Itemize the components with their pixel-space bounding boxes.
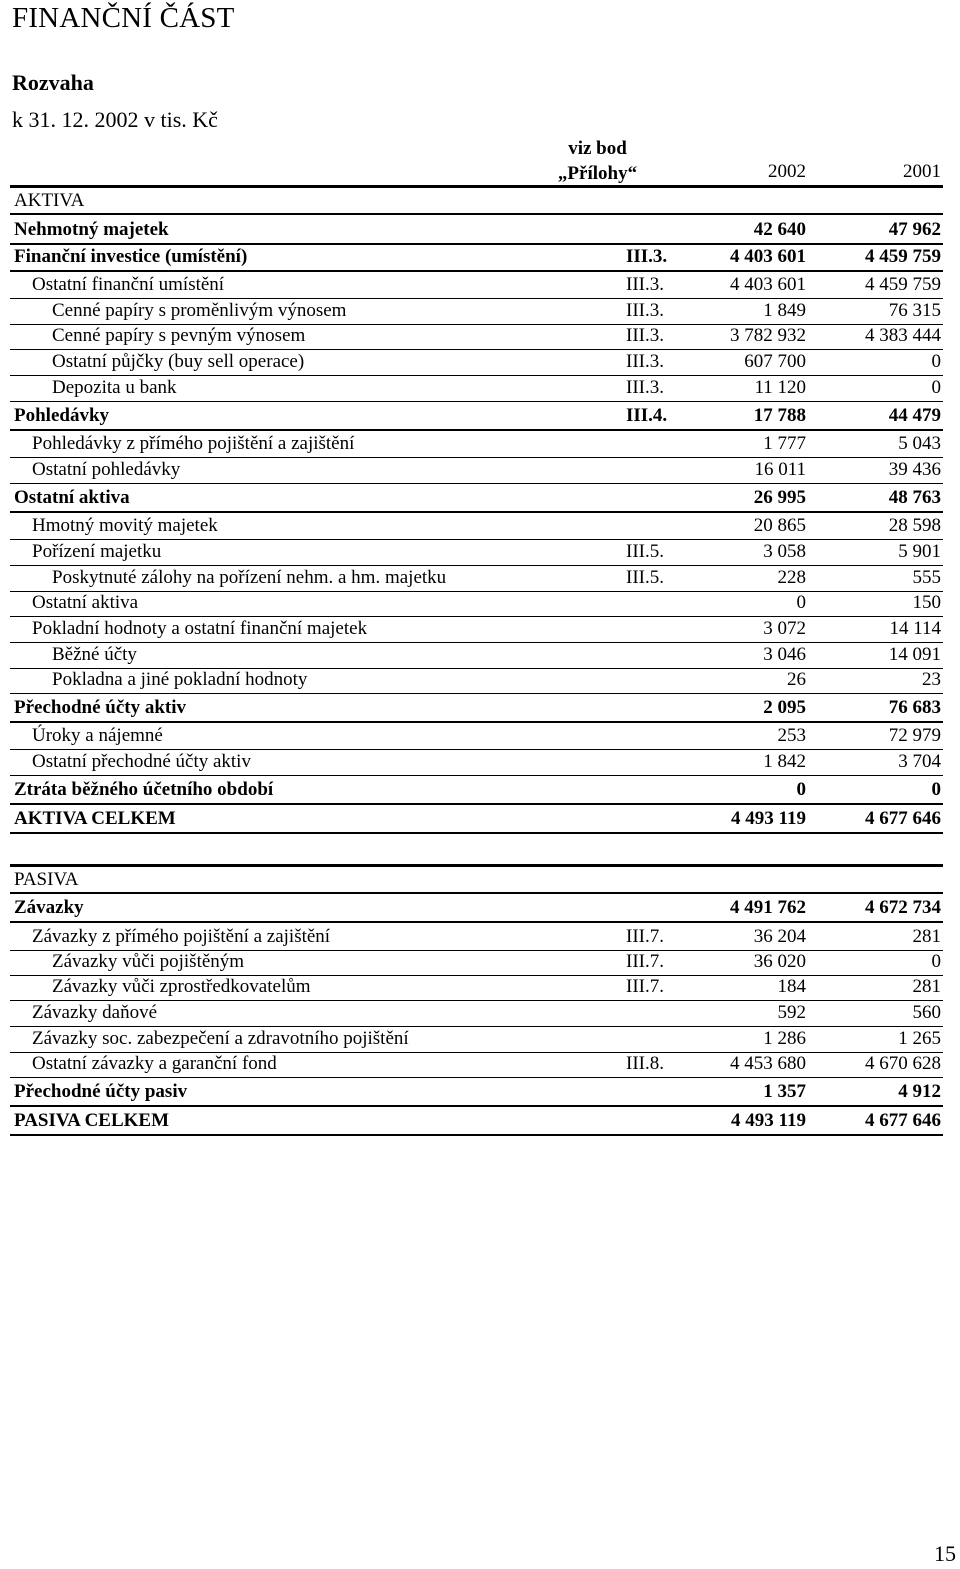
page-title: FINANČNÍ ČÁST bbox=[12, 2, 235, 34]
row-value-2002: 4 453 680 bbox=[730, 1053, 806, 1074]
row-divider bbox=[10, 832, 943, 834]
row-label: Úroky a nájemné bbox=[32, 725, 163, 746]
table-row bbox=[10, 895, 943, 920]
table-row bbox=[10, 924, 943, 949]
row-value-2001: 0 bbox=[931, 779, 941, 800]
row-reference: III.7. bbox=[626, 951, 664, 972]
row-value-2001: 281 bbox=[912, 926, 941, 947]
row-value-2001: 5 043 bbox=[898, 433, 941, 454]
table-row bbox=[10, 1051, 943, 1076]
row-label: Závazky bbox=[14, 897, 84, 918]
row-label: Ostatní aktiva bbox=[32, 592, 139, 613]
row-label: Přechodné účty aktiv bbox=[14, 697, 187, 718]
row-divider bbox=[10, 775, 943, 776]
row-value-2002: 0 bbox=[796, 779, 806, 800]
row-divider bbox=[10, 921, 943, 923]
row-value-2002: 1 357 bbox=[763, 1081, 806, 1102]
table-row bbox=[10, 539, 943, 564]
row-label: Ostatní finanční umístění bbox=[32, 274, 225, 295]
table-row bbox=[10, 272, 943, 297]
row-reference: III.3. bbox=[626, 246, 668, 267]
row-value-2002: 3 782 932 bbox=[730, 325, 806, 346]
table-row bbox=[10, 806, 943, 831]
row-reference: III.3. bbox=[626, 300, 664, 321]
row-label: PASIVA CELKEM bbox=[14, 1110, 170, 1131]
row-label: Hmotný movitý majetek bbox=[32, 515, 218, 536]
row-value-2001: 3 704 bbox=[898, 751, 941, 772]
row-value-2001: 47 962 bbox=[888, 219, 941, 240]
row-label: Nehmotný majetek bbox=[14, 219, 169, 240]
row-label: Závazky vůči zprostředkovatelům bbox=[52, 976, 311, 997]
column-header-reference bbox=[550, 136, 645, 186]
row-label: Ostatní závazky a garanční fond bbox=[32, 1053, 277, 1074]
table-row bbox=[10, 777, 943, 802]
row-value-2001: 1 265 bbox=[898, 1028, 941, 1049]
column-header-reference-line2: „Přílohy“ bbox=[557, 163, 638, 184]
aktiva-heading-label: AKTIVA bbox=[14, 190, 85, 211]
table-row bbox=[10, 667, 943, 692]
row-value-2001: 14 091 bbox=[888, 644, 941, 665]
row-reference: III.3. bbox=[626, 351, 664, 372]
row-value-2001: 4 912 bbox=[898, 1081, 941, 1102]
row-value-2001: 76 683 bbox=[888, 697, 941, 718]
table-row bbox=[10, 431, 943, 456]
row-value-2002: 20 865 bbox=[753, 515, 806, 536]
row-label: Finanční investice (umístění) bbox=[14, 246, 248, 267]
row-label: AKTIVA CELKEM bbox=[14, 808, 176, 829]
row-label: Pohledávky bbox=[14, 405, 110, 426]
row-label: Běžné účty bbox=[52, 644, 137, 665]
row-value-2001: 4 677 646 bbox=[865, 1110, 941, 1131]
row-value-2001: 4 459 759 bbox=[865, 274, 941, 295]
row-value-2002: 3 072 bbox=[763, 618, 806, 639]
row-value-2002: 592 bbox=[777, 1002, 806, 1023]
row-value-2001: 281 bbox=[912, 976, 941, 997]
row-value-2001: 555 bbox=[912, 567, 941, 588]
table-row bbox=[10, 375, 943, 400]
row-value-2001: 23 bbox=[922, 669, 941, 690]
page-number: 15 bbox=[934, 1541, 956, 1566]
column-header-reference-line1: viz bod bbox=[568, 138, 627, 159]
row-label: Závazky z přímého pojištění a zajištění bbox=[32, 926, 331, 947]
row-value-2001: 0 bbox=[931, 951, 941, 972]
row-value-2001: 4 670 628 bbox=[865, 1053, 941, 1074]
row-divider bbox=[10, 1105, 943, 1107]
row-label: Závazky vůči pojištěným bbox=[52, 951, 245, 972]
row-value-2002: 4 493 119 bbox=[731, 1110, 806, 1131]
row-value-2002: 1 849 bbox=[763, 300, 806, 321]
row-divider bbox=[10, 1077, 943, 1078]
row-label: Depozita u bank bbox=[52, 377, 177, 398]
row-reference: III.3. bbox=[626, 377, 664, 398]
row-value-2002: 16 011 bbox=[754, 459, 806, 480]
row-value-2002: 4 403 601 bbox=[730, 274, 806, 295]
row-value-2001: 4 383 444 bbox=[865, 325, 941, 346]
table-row bbox=[10, 1000, 943, 1025]
row-reference: III.5. bbox=[626, 567, 664, 588]
row-reference: III.3. bbox=[626, 325, 664, 346]
row-value-2002: 2 095 bbox=[763, 697, 806, 718]
row-value-2002: 0 bbox=[796, 592, 806, 613]
row-value-2002: 26 995 bbox=[753, 487, 806, 508]
row-divider bbox=[10, 693, 943, 694]
table-row bbox=[10, 513, 943, 538]
row-reference: III.5. bbox=[626, 541, 664, 562]
table-row bbox=[10, 1079, 943, 1104]
table-row bbox=[10, 1108, 943, 1133]
row-value-2001: 14 114 bbox=[889, 618, 941, 639]
row-value-2001: 0 bbox=[931, 377, 941, 398]
row-value-2001: 0 bbox=[931, 351, 941, 372]
row-value-2002: 36 020 bbox=[753, 951, 806, 972]
row-value-2001: 76 315 bbox=[888, 300, 941, 321]
row-value-2002: 17 788 bbox=[753, 405, 806, 426]
row-label: Cenné papíry s pevným výnosem bbox=[52, 325, 306, 346]
row-label: Ztráta běžného účetního období bbox=[14, 779, 274, 800]
table-row bbox=[10, 949, 943, 974]
row-divider bbox=[10, 803, 943, 805]
table-row bbox=[10, 974, 943, 999]
row-value-2002: 1 777 bbox=[763, 433, 806, 454]
table-row bbox=[10, 642, 943, 667]
table-row bbox=[10, 457, 943, 482]
row-value-2001: 44 479 bbox=[888, 405, 941, 426]
row-reference: III.3. bbox=[626, 274, 664, 295]
row-value-2001: 48 763 bbox=[888, 487, 941, 508]
pasiva-heading-rule bbox=[10, 892, 943, 894]
row-label: Pokladna a jiné pokladní hodnoty bbox=[52, 669, 308, 690]
row-value-2002: 36 204 bbox=[753, 926, 806, 947]
row-value-2002: 42 640 bbox=[753, 219, 806, 240]
table-row bbox=[10, 403, 943, 428]
table-row bbox=[10, 749, 943, 774]
row-label: Ostatní aktiva bbox=[14, 487, 130, 508]
row-reference: III.4. bbox=[626, 405, 668, 426]
row-value-2001: 4 672 734 bbox=[865, 897, 941, 918]
row-label: Poskytnuté zálohy na pořízení nehm. a hm. majetku bbox=[52, 567, 447, 588]
row-label: Ostatní půjčky (buy sell operace) bbox=[52, 351, 305, 372]
row-value-2002: 4 403 601 bbox=[730, 246, 806, 267]
table-row bbox=[10, 565, 943, 590]
row-value-2002: 184 bbox=[777, 976, 806, 997]
row-value-2002: 4 491 762 bbox=[730, 897, 806, 918]
table-row bbox=[10, 485, 943, 510]
table-row bbox=[10, 590, 943, 615]
row-value-2002: 607 700 bbox=[744, 351, 806, 372]
row-label: Cenné papíry s proměnlivým výnosem bbox=[52, 300, 347, 321]
row-value-2001: 39 436 bbox=[888, 459, 941, 480]
table-row bbox=[10, 217, 943, 242]
table-row bbox=[10, 244, 943, 269]
row-label: Pohledávky z přímého pojištění a zajištění bbox=[32, 433, 355, 454]
row-reference: III.8. bbox=[626, 1053, 664, 1074]
table-row bbox=[10, 298, 943, 323]
row-label: Pořízení majetku bbox=[32, 541, 162, 562]
row-reference: III.7. bbox=[626, 926, 664, 947]
column-header-2002: 2002 bbox=[768, 161, 806, 182]
row-label: Ostatní pohledávky bbox=[32, 459, 181, 480]
row-value-2002: 1 842 bbox=[763, 751, 806, 772]
row-label: Ostatní přechodné účty aktiv bbox=[32, 751, 251, 772]
row-value-2002: 253 bbox=[777, 725, 806, 746]
row-value-2001: 4 677 646 bbox=[865, 808, 941, 829]
column-header-2001: 2001 bbox=[903, 161, 941, 182]
row-value-2002: 1 286 bbox=[763, 1028, 806, 1049]
aktiva-heading bbox=[10, 188, 943, 213]
row-value-2002: 3 046 bbox=[763, 644, 806, 665]
section-title: Rozvaha bbox=[12, 70, 94, 95]
row-reference: III.7. bbox=[626, 976, 664, 997]
row-value-2001: 560 bbox=[912, 1002, 941, 1023]
row-divider bbox=[10, 401, 943, 402]
table-row bbox=[10, 723, 943, 748]
row-label: Závazky daňové bbox=[32, 1002, 158, 1023]
row-divider bbox=[10, 1134, 943, 1136]
row-value-2002: 26 bbox=[787, 669, 806, 690]
table-row bbox=[10, 1026, 943, 1051]
row-value-2001: 72 979 bbox=[888, 725, 941, 746]
row-value-2001: 4 459 759 bbox=[865, 246, 941, 267]
row-value-2002: 3 058 bbox=[763, 541, 806, 562]
table-row bbox=[10, 695, 943, 720]
table-row bbox=[10, 616, 943, 641]
row-label: Přechodné účty pasiv bbox=[14, 1081, 188, 1102]
row-value-2002: 4 493 119 bbox=[731, 808, 806, 829]
row-divider bbox=[10, 483, 943, 484]
row-value-2002: 228 bbox=[777, 567, 806, 588]
row-value-2002: 11 120 bbox=[754, 377, 806, 398]
row-value-2001: 150 bbox=[912, 592, 941, 613]
aktiva-heading-rule bbox=[10, 213, 943, 215]
row-value-2001: 28 598 bbox=[888, 515, 941, 536]
row-label: Pokladní hodnoty a ostatní finanční majetek bbox=[32, 618, 368, 639]
table-row bbox=[10, 349, 943, 374]
row-value-2001: 5 901 bbox=[898, 541, 941, 562]
row-label: Závazky soc. zabezpečení a zdravotního pojištění bbox=[32, 1028, 409, 1049]
pasiva-heading bbox=[10, 867, 943, 892]
table-row bbox=[10, 323, 943, 348]
pasiva-heading-label: PASIVA bbox=[14, 869, 79, 890]
statement-date-subtitle: k 31. 12. 2002 v tis. Kč bbox=[12, 107, 218, 132]
